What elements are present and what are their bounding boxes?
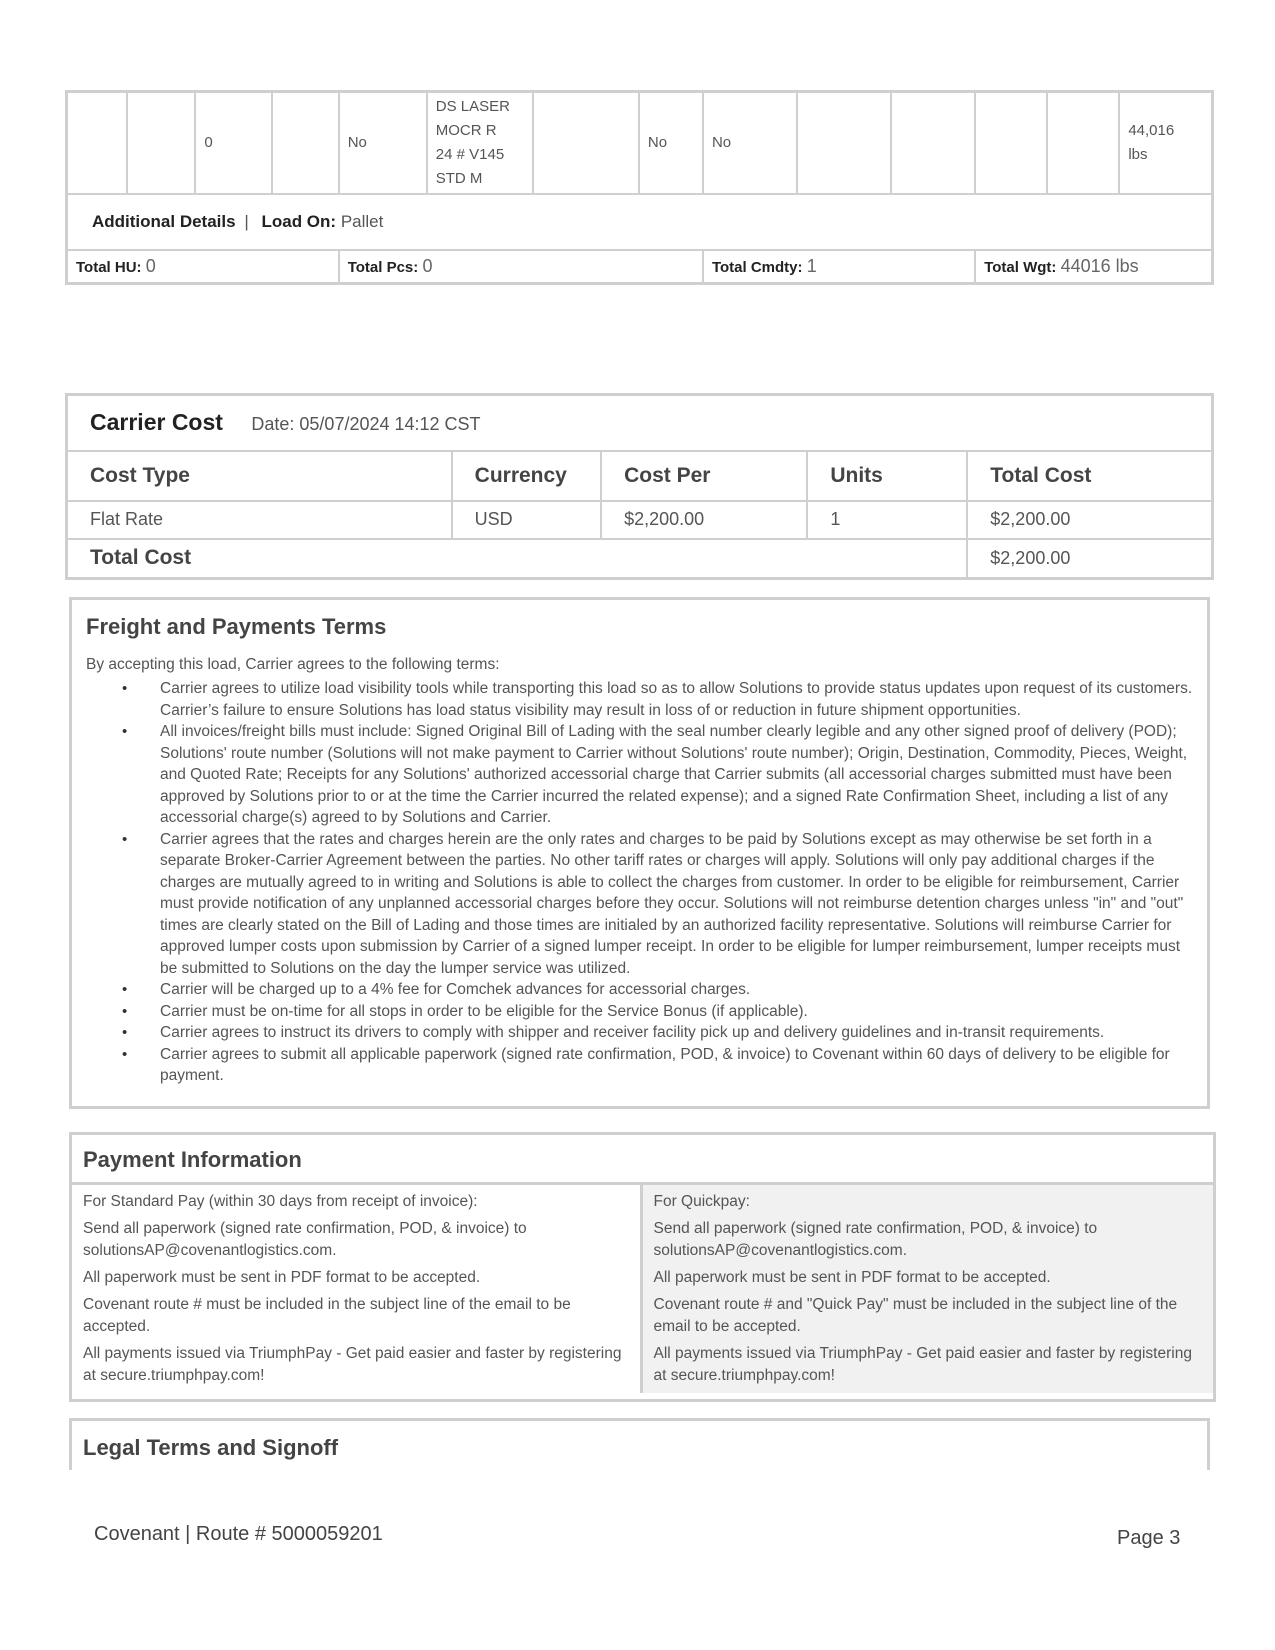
cost-total-row <box>67 539 1213 579</box>
quickpay-line: All paperwork must be sent in PDF format to be accepted. <box>653 1269 1051 1286</box>
terms-item <box>122 979 1193 1001</box>
cell-7 <box>533 92 639 194</box>
cell-2 <box>127 92 196 194</box>
terms-item <box>122 829 1193 980</box>
terms-item <box>122 1022 1193 1044</box>
commodity-table <box>65 90 1214 285</box>
carrier-cost-header <box>67 395 1213 451</box>
cell-8: No <box>639 92 703 194</box>
cost-total: $2,200.00 <box>967 501 1212 539</box>
description-line: DS LASER <box>435 97 510 115</box>
footer-route: Covenant | Route # 5000059201 <box>94 1523 383 1545</box>
header-currency: Currency <box>452 451 601 501</box>
terms-item <box>122 1044 1193 1087</box>
cost-row <box>67 501 1213 539</box>
bullet-icon: • <box>122 830 128 848</box>
header-cost-per: Cost Per <box>601 451 807 501</box>
quickpay-heading: For Quickpay: <box>653 1193 750 1210</box>
cell-weight <box>1119 92 1212 194</box>
carrier-cost-table <box>65 393 1214 580</box>
load-on-value: Pallet <box>340 211 384 231</box>
total-hu <box>67 250 339 284</box>
additional-details-label: Additional Details <box>92 211 236 231</box>
bullet-icon: • <box>122 723 128 740</box>
total-pcs <box>339 250 703 284</box>
carrier-cost-date: Date: 05/07/2024 14:12 CST <box>251 414 481 435</box>
total-wgt <box>975 250 1212 284</box>
legal-terms-title: Legal Terms and Signoff <box>83 1435 339 1460</box>
legal-terms-section <box>69 1418 1210 1470</box>
total-label: Total Pcs: <box>347 258 419 276</box>
weight-line: lbs <box>1128 145 1148 163</box>
standard-pay-line: All payments issued via TriumphPay - Get paid easier and faster by registering at secure.triumphpay.com! <box>83 1345 622 1384</box>
carrier-cost-title: Carrier Cost <box>90 409 223 436</box>
payment-information-section <box>69 1132 1216 1402</box>
freight-terms-section <box>69 597 1210 1109</box>
cost-currency: USD <box>452 501 601 539</box>
total-label: Total HU: <box>76 258 142 276</box>
cell-9: No <box>703 92 797 194</box>
cost-total-label: Total Cost <box>67 539 968 579</box>
freight-terms-intro: By accepting this load, Carrier agrees to the following terms: <box>86 656 500 673</box>
cost-total-value: $2,200.00 <box>967 539 1212 579</box>
terms-item <box>122 1001 1193 1023</box>
standard-pay-column <box>72 1185 643 1393</box>
cell-10 <box>797 92 891 194</box>
description-line: 24 # V145 <box>435 145 505 163</box>
total-value: 1 <box>806 255 817 276</box>
quickpay-line: Covenant route # and "Quick Pay" must be included in the subject line of the email to be accepted. <box>653 1296 1178 1335</box>
total-value: 0 <box>145 255 156 276</box>
terms-text: Carrier agrees to submit all applicable paperwork (signed rate confirmation, POD, & invoice) to Covenant within 60 days of delivery to be eligible for payment. <box>160 1045 1170 1084</box>
terms-text: Carrier must be on-time for all stops in order to be eligible for the Service Bonus (if applicable). <box>160 1002 808 1020</box>
bullet-icon: • <box>122 680 128 697</box>
total-cmdty <box>703 250 975 284</box>
weight-line: 44,016 <box>1128 121 1175 139</box>
bullet-icon: • <box>122 1002 128 1020</box>
freight-terms-list <box>86 678 1193 1087</box>
standard-pay-line: Covenant route # must be included in the subject line of the email to be accepted. <box>83 1296 571 1335</box>
additional-details-row <box>67 194 1213 250</box>
terms-text: Carrier agrees that the rates and charges herein are the only rates and charges to be paid by Solutions except as may otherwise be set forth in a separate Broker-Carrier Agreement between the parties. No other tariff rates or charges will apply. Solutions will only pay additional charges if the charges are mutually agreed to in writing and Solutions is able to collect the charges from customer. In order to be eligible for reimbursement, Carrier must provide notification of any unplanned accessorial charges before they occur. Solutions will not reimburse detention charges unless "in" and "out" times are clearly stated on the Bill of Lading and those times are initialed by an authorized facility representative. Solutions will reimburse Carrier for approved lumper costs upon submission by Carrier of a signed lumper receipt. In order to be eligible for lumper reimbursement, lumper receipts must be submitted to Solutions on the day the lumper service was utilized. <box>160 830 1184 977</box>
load-on-label: Load On: <box>261 211 337 231</box>
totals-row <box>67 250 1213 284</box>
cell-12 <box>975 92 1047 194</box>
bullet-icon: • <box>122 1045 128 1063</box>
total-value: 44016 lbs <box>1060 255 1139 276</box>
cost-units: 1 <box>807 501 967 539</box>
header-cost-type: Cost Type <box>67 451 452 501</box>
standard-pay-line: All paperwork must be sent in PDF format to be accepted. <box>83 1269 481 1286</box>
quickpay-line: Send all paperwork (signed rate confirmation, POD, & invoice) to solutionsAP@covenantlogistics.com. <box>653 1220 1098 1259</box>
cell-5: No <box>339 92 427 194</box>
quickpay-line: All payments issued via TriumphPay - Get paid easier and faster by registering at secure.triumphpay.com! <box>653 1345 1192 1384</box>
terms-item <box>122 721 1193 829</box>
cost-type: Flat Rate <box>67 501 452 539</box>
standard-pay-heading: For Standard Pay (within 30 days from receipt of invoice): <box>83 1193 478 1210</box>
standard-pay-line: Send all paperwork (signed rate confirmation, POD, & invoice) to solutionsAP@covenantlogistics.com. <box>83 1220 527 1259</box>
cell-13 <box>1047 92 1119 194</box>
commodity-row <box>67 92 1213 194</box>
cell-3: 0 <box>195 92 272 194</box>
terms-text: Carrier agrees to utilize load visibility tools while transporting this load so as to allow Solutions to provide status updates upon request of its customers. Carrier’s failure to ensure Solutions has load status visibility may result in loss of or reduction in future shipment opportunities. <box>160 680 1193 719</box>
cell-description <box>427 92 533 194</box>
total-label: Total Wgt: <box>984 258 1057 276</box>
quickpay-column <box>643 1185 1214 1393</box>
terms-text: All invoices/freight bills must include: Signed Original Bill of Lading with the seal number clearly legible and any other signed proof of delivery (POD); Solutions' route number (Solutions will not make payment to Carrier without Solutions' route number); Origin, Destination, Commodity, Pieces, Weight, and Quoted Rate; Receipts for any Solutions' authorized accessorial charge that Carrier submits (all accessorial charges submitted must have been approved by Solutions prior to or at the time the Carrier incurred the related expense); and a signed Rate Confirmation Sheet, including a list of any accessorial charge(s) agreed to by Solutions and Carrier. <box>160 723 1188 826</box>
description-line: STD M <box>435 169 483 187</box>
bullet-icon: • <box>122 981 128 998</box>
bullet-icon: • <box>122 1024 128 1041</box>
description-line: MOCR R <box>435 121 497 139</box>
header-units: Units <box>807 451 967 501</box>
cell-11 <box>891 92 976 194</box>
cell-1 <box>67 92 127 194</box>
terms-text: Carrier agrees to instruct its drivers to comply with shipper and receiver facility pick up and delivery guidelines and in-transit requirements. <box>160 1024 1105 1041</box>
cost-column-headers <box>67 451 1213 501</box>
cell-4 <box>272 92 339 194</box>
terms-text: Carrier will be charged up to a 4% fee for Comchek advances for accessorial charges. <box>160 981 751 998</box>
total-label: Total Cmdty: <box>711 258 803 276</box>
header-total-cost: Total Cost <box>967 451 1212 501</box>
cost-per: $2,200.00 <box>601 501 807 539</box>
payment-information-title: Payment Information <box>83 1147 302 1172</box>
total-value: 0 <box>422 255 433 276</box>
freight-terms-title: Freight and Payments Terms <box>86 614 387 639</box>
footer-page-number: Page 3 <box>1117 1527 1181 1549</box>
details-separator: | <box>244 211 249 231</box>
terms-item <box>122 678 1193 721</box>
